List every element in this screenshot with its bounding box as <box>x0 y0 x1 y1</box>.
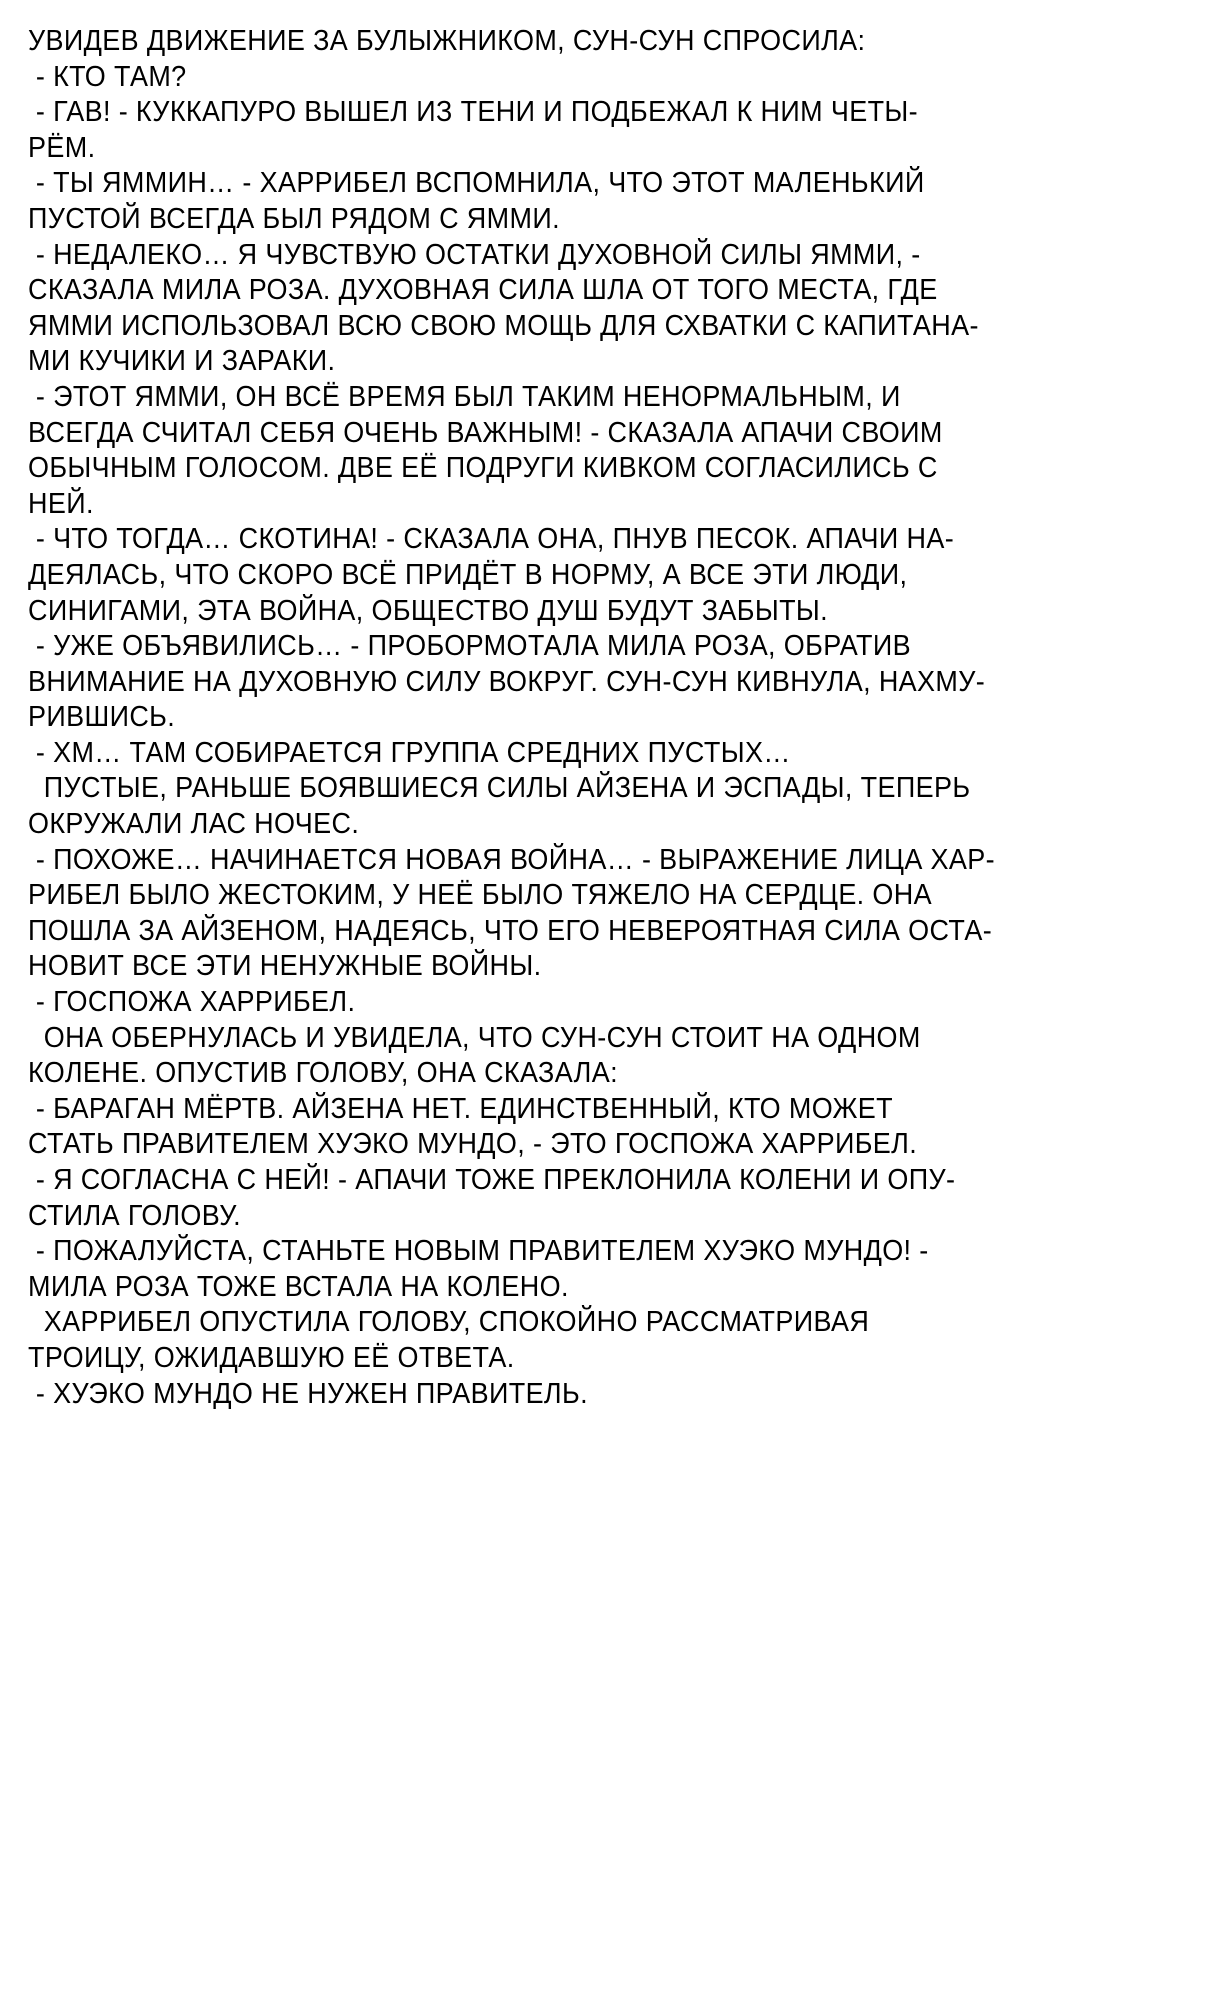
text-line: ОБЫЧНЫМ ГОЛОСОМ. ДВЕ ЕЁ ПОДРУГИ КИВКОМ СОГЛАСИЛИСЬ С <box>28 452 938 485</box>
text-line: ДЕЯЛАСЬ, ЧТО СКОРО ВСЁ ПРИДЁТ В НОРМУ, А ВСЕ ЭТИ ЛЮДИ, <box>28 558 908 591</box>
text-line: - ГОСПОЖА ХАРРИБЕЛ. <box>28 986 356 1019</box>
text-line: МИЛА РОЗА ТОЖЕ ВСТАЛА НА КОЛЕНО. <box>28 1270 569 1303</box>
text-line: - ГАВ! - КУККАПУРО ВЫШЕЛ ИЗ ТЕНИ И ПОДБЕЖАЛ К НИМ ЧЕТЫ- <box>28 96 919 129</box>
text-line: РИВШИСЬ. <box>28 701 176 734</box>
text-line: РЁМ. <box>28 131 96 164</box>
text-line: СКАЗАЛА МИЛА РОЗА. ДУХОВНАЯ СИЛА ШЛА ОТ ТОГО МЕСТА, ГДЕ <box>28 274 938 307</box>
text-line: - ЭТОТ ЯММИ, ОН ВСЁ ВРЕМЯ БЫЛ ТАКИМ НЕНОРМАЛЬНЫМ, И <box>28 380 901 413</box>
text-line: СТИЛА ГОЛОВУ. <box>28 1199 242 1232</box>
text-line: ВНИМАНИЕ НА ДУХОВНУЮ СИЛУ ВОКРУГ. СУН-СУН КИВНУЛА, НАХМУ- <box>28 665 986 698</box>
text-line: ПОШЛА ЗА АЙЗЕНОМ, НАДЕЯСЬ, ЧТО ЕГО НЕВЕРОЯТНАЯ СИЛА ОСТА- <box>28 914 993 947</box>
text-line: РИБЕЛ БЫЛО ЖЕСТОКИМ, У НЕЁ БЫЛО ТЯЖЕЛО НА СЕРДЦЕ. ОНА <box>28 879 932 912</box>
text-line: МИ КУЧИКИ И ЗАРАКИ. <box>28 345 336 378</box>
text-line: ПУСТОЙ ВСЕГДА БЫЛ РЯДОМ С ЯММИ. <box>28 202 560 235</box>
text-line: КОЛЕНЕ. ОПУСТИВ ГОЛОВУ, ОНА СКАЗАЛА: <box>28 1057 618 1090</box>
text-line: СИНИГАМИ, ЭТА ВОЙНА, ОБЩЕСТВО ДУШ БУДУТ ЗАБЫТЫ. <box>28 594 829 627</box>
text-line: СТАТЬ ПРАВИТЕЛЕМ ХУЭКО МУНДО, - ЭТО ГОСПОЖА ХАРРИБЕЛ. <box>28 1128 918 1161</box>
text-line: УВИДЕВ ДВИЖЕНИЕ ЗА БУЛЫЖНИКОМ, СУН-СУН СПРОСИЛА: <box>28 25 866 57</box>
text-line: - ТЫ ЯММИН… - ХАРРИБЕЛ ВСПОМНИЛА, ЧТО ЭТОТ МАЛЕНЬКИЙ <box>28 167 925 200</box>
text-line: ХАРРИБЕЛ ОПУСТИЛА ГОЛОВУ, СПОКОЙНО РАССМАТРИВАЯ <box>28 1306 870 1339</box>
text-line: - НЕДАЛЕКО… Я ЧУВСТВУЮ ОСТАТКИ ДУХОВНОЙ СИЛЫ ЯММИ, - <box>28 238 921 271</box>
text-line: НЕЙ. <box>28 487 94 520</box>
text-line: ОКРУЖАЛИ ЛАС НОЧЕС. <box>28 808 360 841</box>
text-line: - ХМ… ТАМ СОБИРАЕТСЯ ГРУППА СРЕДНИХ ПУСТЫХ… <box>28 736 791 769</box>
text-line: ОНА ОБЕРНУЛАСЬ И УВИДЕЛА, ЧТО СУН-СУН СТОИТ НА ОДНОМ <box>28 1021 921 1054</box>
text-line: - ПОХОЖЕ… НАЧИНАЕТСЯ НОВАЯ ВОЙНА… - ВЫРАЖЕНИЕ ЛИЦА ХАР- <box>28 843 995 876</box>
text-line: ТРОИЦУ, ОЖИДАВШУЮ ЕЁ ОТВЕТА. <box>28 1341 515 1374</box>
text-line: НОВИТ ВСЕ ЭТИ НЕНУЖНЫЕ ВОЙНЫ. <box>28 950 542 983</box>
story-text-block <box>28 24 1218 1412</box>
text-line: ЯММИ ИСПОЛЬЗОВАЛ ВСЮ СВОЮ МОЩЬ ДЛЯ СХВАТКИ С КАПИТАНА- <box>28 309 979 342</box>
text-line: - ПОЖАЛУЙСТА, СТАНЬТЕ НОВЫМ ПРАВИТЕЛЕМ ХУЭКО МУНДО! - <box>28 1235 929 1268</box>
text-line: ВСЕГДА СЧИТАЛ СЕБЯ ОЧЕНЬ ВАЖНЫМ! - СКАЗАЛА АПАЧИ СВОИМ <box>28 416 943 449</box>
text-line: ПУСТЫЕ, РАНЬШЕ БОЯВШИЕСЯ СИЛЫ АЙЗЕНА И ЭСПАДЫ, ТЕПЕРЬ <box>28 772 971 805</box>
text-line: - ХУЭКО МУНДО НЕ НУЖЕН ПРАВИТЕЛЬ. <box>28 1377 588 1410</box>
text-line: - УЖЕ ОБЪЯВИЛИСЬ… - ПРОБОРМОТАЛА МИЛА РОЗА, ОБРАТИВ <box>28 630 911 663</box>
text-line: - КТО ТАМ? <box>28 60 187 93</box>
text-line: - БАРАГАН МЁРТВ. АЙЗЕНА НЕТ. ЕДИНСТВЕННЫЙ, КТО МОЖЕТ <box>28 1092 893 1125</box>
text-line: - Я СОГЛАСНА С НЕЙ! - АПАЧИ ТОЖЕ ПРЕКЛОНИЛА КОЛЕНИ И ОПУ- <box>28 1164 956 1196</box>
text-line: - ЧТО ТОГДА… СКОТИНА! - СКАЗАЛА ОНА, ПНУВ ПЕСОК. АПАЧИ НА- <box>28 523 955 556</box>
